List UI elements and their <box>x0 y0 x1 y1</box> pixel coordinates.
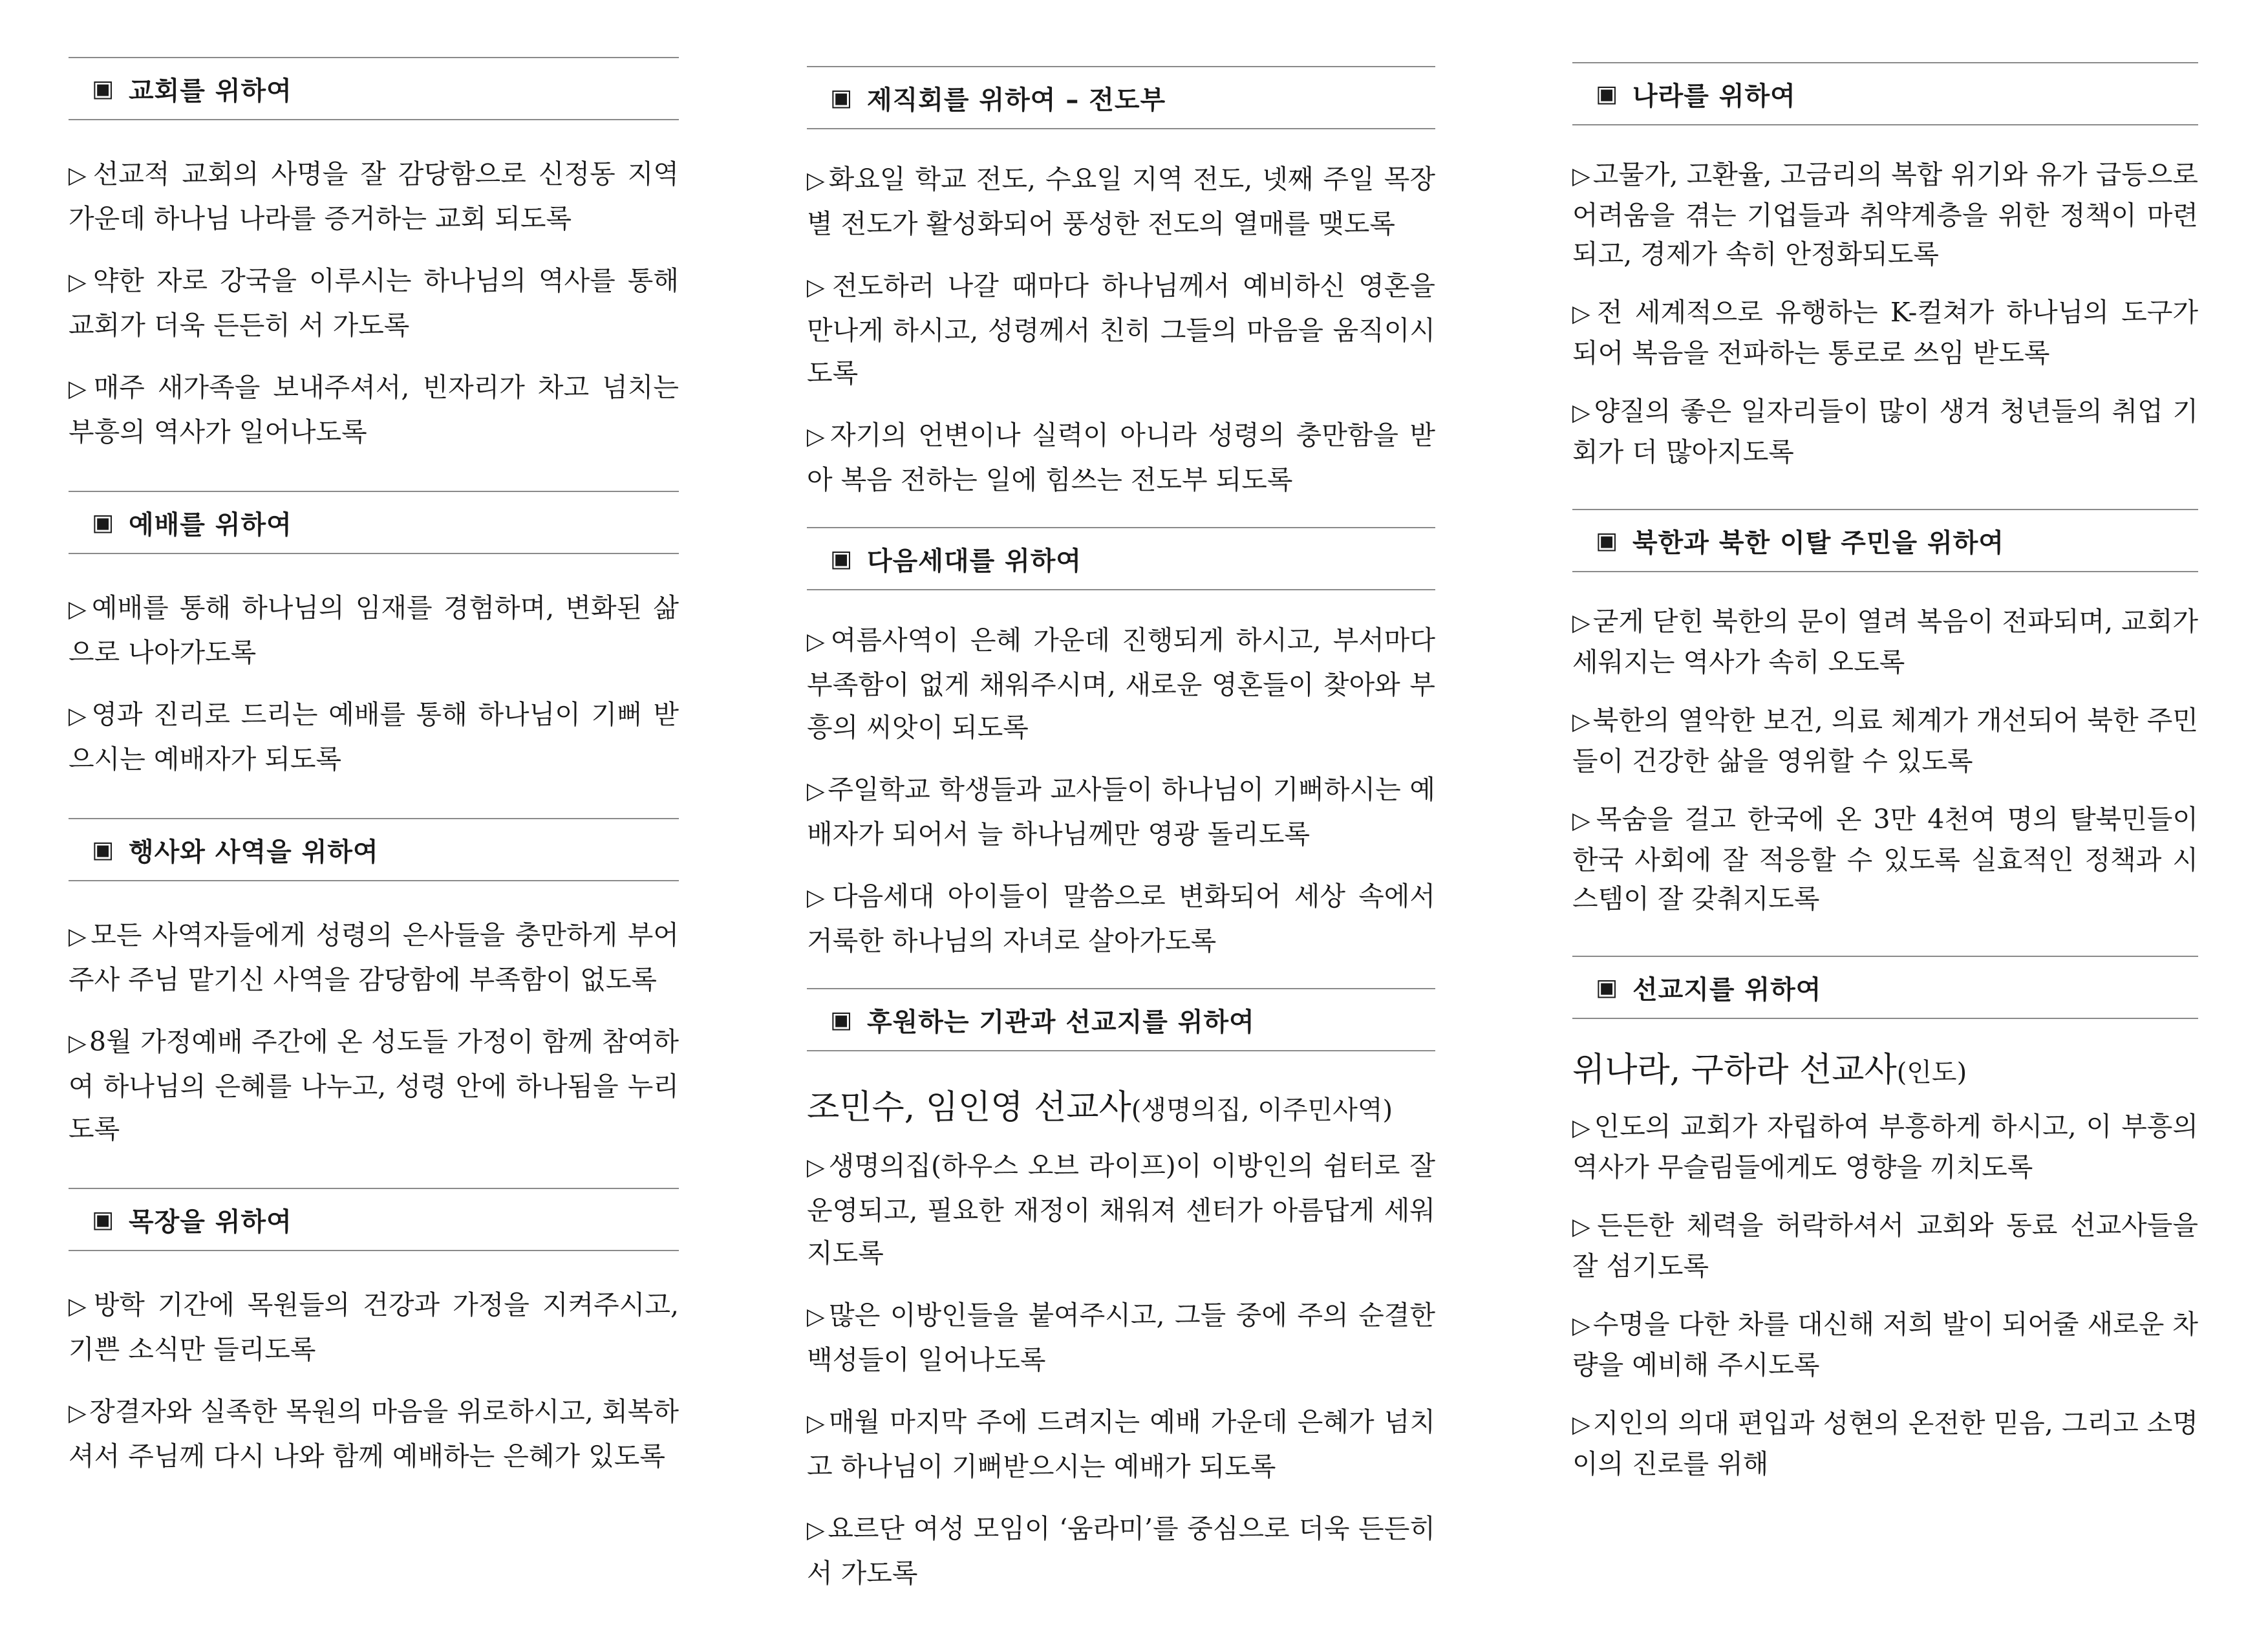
prayer-item: ▷굳게 닫힌 북한의 문이 열려 복음이 전파되며, 교회가 세워지는 역사가 속히 오도록 <box>1572 606 2198 678</box>
missionary-name: 위나라, 구하라 선교사(인도) <box>1572 1051 1967 1090</box>
section-nation <box>1572 62 2198 509</box>
prayer-item: ▷선교적 교회의 사명을 잘 감당함으로 신정동 지역 가운데 하나님 나라를 증거하는 교회 되도록 <box>69 158 679 234</box>
prayer-item: ▷매월 마지막 주에 드려지는 예배 가운데 은혜가 넘치고 하나님이 기뻐받으시는 예배가 되도록 <box>807 1406 1436 1482</box>
prayer-item: ▷많은 이방인들을 붙여주시고, 그들 중에 주의 순결한 백성들이 일어나도록 <box>807 1300 1436 1375</box>
triangle-right-icon: ▷ <box>1572 1412 1590 1438</box>
triangle-right-icon: ▷ <box>69 703 89 729</box>
section-heading: ▣ 행사와 사역을 위하여 <box>69 818 679 881</box>
missionary-name: 조민수, 임인영 선교사(생명의집, 이주민사역) <box>807 1088 1393 1127</box>
prayer-item: ▷다음세대 아이들이 말씀으로 변화되어 세상 속에서 거룩한 하나님의 자녀로 살아가도록 <box>807 881 1436 956</box>
section-mission-field <box>1572 956 2198 1521</box>
prayer-item: ▷화요일 학교 전도, 수요일 지역 전도, 넷째 주일 목장별 전도가 활성화되어 풍성한 전도의 열매를 맺도록 <box>807 164 1435 239</box>
triangle-right-icon: ▷ <box>807 424 828 450</box>
prayer-item: ▷지인의 의대 편입과 성현의 온전한 믿음, 그리고 소명이의 진로를 위해 <box>1572 1408 2198 1479</box>
triangle-right-icon: ▷ <box>807 1517 826 1543</box>
triangle-right-icon: ▷ <box>69 1030 87 1057</box>
triangle-right-icon: ▷ <box>807 778 826 804</box>
square-in-square-icon: ▣ <box>92 836 115 863</box>
prayer-item: ▷고물가, 고환율, 고금리의 복합 위기와 유가 급등으로 어려움을 겪는 기업들과 취약계층을 위한 정책이 마련되고, 경제가 속히 안정화되도록 <box>1572 159 2198 270</box>
prayer-item: ▷방학 기간에 목원들의 건강과 가정을 지켜주시고, 기쁜 소식만 들리도록 <box>69 1289 679 1365</box>
prayer-item: ▷수명을 다한 차를 대신해 저희 발이 되어줄 새로운 차량을 예비해 주시도록 <box>1572 1309 2198 1380</box>
triangle-right-icon: ▷ <box>1572 301 1594 327</box>
square-in-square-icon: ▣ <box>1596 527 1619 554</box>
triangle-right-icon: ▷ <box>1572 163 1590 189</box>
prayer-item: ▷모든 사역자들에게 성령의 은사들을 충만하게 부어주사 주님 맡기신 사역을 감당함에 부족함이 없도록 <box>69 919 679 995</box>
triangle-right-icon: ▷ <box>807 885 829 911</box>
triangle-right-icon: ▷ <box>1572 1313 1590 1339</box>
column-1 <box>69 57 679 1515</box>
square-in-square-icon: ▣ <box>92 75 115 102</box>
triangle-right-icon: ▷ <box>69 923 89 950</box>
triangle-right-icon: ▷ <box>1572 709 1590 735</box>
triangle-right-icon: ▷ <box>69 269 91 295</box>
section-heading: ▣ 후원하는 기관과 선교지를 위하여 <box>807 988 1435 1051</box>
square-in-square-icon: ▣ <box>830 1006 853 1033</box>
prayer-item: ▷매주 새가족을 보내주셔서, 빈자리가 차고 넘치는 부흥의 역사가 일어나도록 <box>69 372 679 447</box>
section-heading: ▣ 예배를 위하여 <box>69 491 679 554</box>
section-heading: ▣ 목장을 위하여 <box>69 1188 679 1251</box>
triangle-right-icon: ▷ <box>69 162 91 189</box>
triangle-right-icon: ▷ <box>1572 400 1592 426</box>
prayer-item: ▷영과 진리로 드리는 예배를 통해 하나님이 기뻐 받으시는 예배자가 되도록 <box>69 699 679 775</box>
triangle-right-icon: ▷ <box>807 274 829 301</box>
triangle-right-icon: ▷ <box>1572 610 1590 636</box>
prayer-item: ▷전 세계적으로 유행하는 K-컬쳐가 하나님의 도구가 되어 복음을 전파하는 통로로 쓰임 받도록 <box>1572 297 2198 369</box>
prayer-item: ▷예배를 통해 하나님의 임재를 경험하며, 변화된 삶으로 나아가도록 <box>69 592 679 668</box>
prayer-item: ▷자기의 언변이나 실력이 아니라 성령의 충만함을 받아 복음 전하는 일에 힘쓰는 전도부 되도록 <box>807 420 1436 495</box>
prayer-item: ▷목숨을 걸고 한국에 온 3만 4천여 명의 탈북민들이 한국 사회에 잘 적응할 수 있도록 실효적인 정책과 시스템이 잘 갖춰지도록 <box>1572 804 2198 914</box>
triangle-right-icon: ▷ <box>69 596 89 623</box>
prayer-item: ▷약한 자로 강국을 이루시는 하나님의 역사를 통해 교회가 더욱 든든히 서 가도록 <box>69 265 679 341</box>
triangle-right-icon: ▷ <box>69 1293 91 1320</box>
section-next-generation <box>807 527 1435 988</box>
section-heading: ▣ 나라를 위하여 <box>1572 62 2198 125</box>
triangle-right-icon: ▷ <box>807 1154 826 1181</box>
triangle-right-icon: ▷ <box>69 376 91 402</box>
square-in-square-icon: ▣ <box>830 84 853 111</box>
section-worship <box>69 491 679 818</box>
prayer-item: ▷8월 가정예배 주간에 온 성도들 가정이 함께 참여하여 하나님의 은혜를 나누고, 성령 안에 하나됨을 누리도록 <box>69 1026 679 1144</box>
prayer-item: ▷주일학교 학생들과 교사들이 하나님이 기뻐하시는 예배자가 되어서 늘 하나님께만 영광 돌리도록 <box>807 774 1435 850</box>
section-church <box>69 57 679 491</box>
section-supported-missions <box>807 988 1435 1632</box>
triangle-right-icon: ▷ <box>807 1410 826 1437</box>
prayer-item: ▷북한의 열악한 보건, 의료 체계가 개선되어 북한 주민들이 건강한 삶을 영위할 수 있도록 <box>1572 705 2198 777</box>
prayer-item: ▷장결자와 실족한 목원의 마음을 위로하시고, 회복하셔서 주님께 다시 나와 함께 예배하는 은혜가 있도록 <box>69 1396 679 1472</box>
square-in-square-icon: ▣ <box>1596 80 1619 107</box>
section-north-korea <box>1572 509 2198 956</box>
triangle-right-icon: ▷ <box>69 1400 87 1426</box>
section-events <box>69 818 679 1188</box>
triangle-right-icon: ▷ <box>807 1304 827 1330</box>
prayer-item: ▷인도의 교회가 자립하여 부흥하게 하시고, 이 부흥의 역사가 무슬림들에게도 영향을 끼치도록 <box>1572 1111 2199 1183</box>
prayer-item: ▷생명의집(하우스 오브 라이프)이 이방인의 쉼터로 잘 운영되고, 필요한 재정이 채워져 센터가 아름답게 세워지도록 <box>807 1150 1435 1269</box>
square-in-square-icon: ▣ <box>92 1206 115 1233</box>
triangle-right-icon: ▷ <box>807 628 828 655</box>
section-heading: ▣ 북한과 북한 이탈 주민을 위하여 <box>1572 509 2198 572</box>
prayer-item: ▷여름사역이 은혜 가운데 진행되게 하시고, 부서마다 부족함이 없게 채워주시며, 새로운 영혼들이 찾아와 부흥의 씨앗이 되도록 <box>807 625 1436 743</box>
section-heading: ▣ 제직회를 위하여 – 전도부 <box>807 66 1435 129</box>
prayer-item: ▷양질의 좋은 일자리들이 많이 생겨 청년들의 취업 기회가 더 많아지도록 <box>1572 396 2199 467</box>
triangle-right-icon: ▷ <box>1572 1214 1595 1240</box>
section-small-groups <box>69 1188 679 1515</box>
triangle-right-icon: ▷ <box>1572 808 1594 834</box>
column-3 <box>1572 62 2198 1521</box>
square-in-square-icon: ▣ <box>92 509 115 536</box>
square-in-square-icon: ▣ <box>1596 974 1619 1001</box>
section-heading: ▣ 다음세대를 위하여 <box>807 527 1435 590</box>
section-heading: ▣ 선교지를 위하여 <box>1572 956 2198 1019</box>
column-2 <box>807 66 1435 1632</box>
prayer-item: ▷요르단 여성 모임이 ‘움라미’를 중심으로 더욱 든든히 서 가도록 <box>807 1513 1435 1589</box>
section-deacons <box>807 66 1435 527</box>
prayer-item: ▷전도하러 나갈 때마다 하나님께서 예비하신 영혼을 만나게 하시고, 성령께서 친히 그들의 마음을 움직이시도록 <box>807 270 1436 389</box>
section-heading: ▣ 교회를 위하여 <box>69 57 679 120</box>
prayer-item: ▷든든한 체력을 허락하셔서 교회와 동료 선교사들을 잘 섬기도록 <box>1572 1210 2199 1282</box>
square-in-square-icon: ▣ <box>830 545 853 572</box>
triangle-right-icon: ▷ <box>1572 1115 1592 1141</box>
triangle-right-icon: ▷ <box>807 167 826 194</box>
